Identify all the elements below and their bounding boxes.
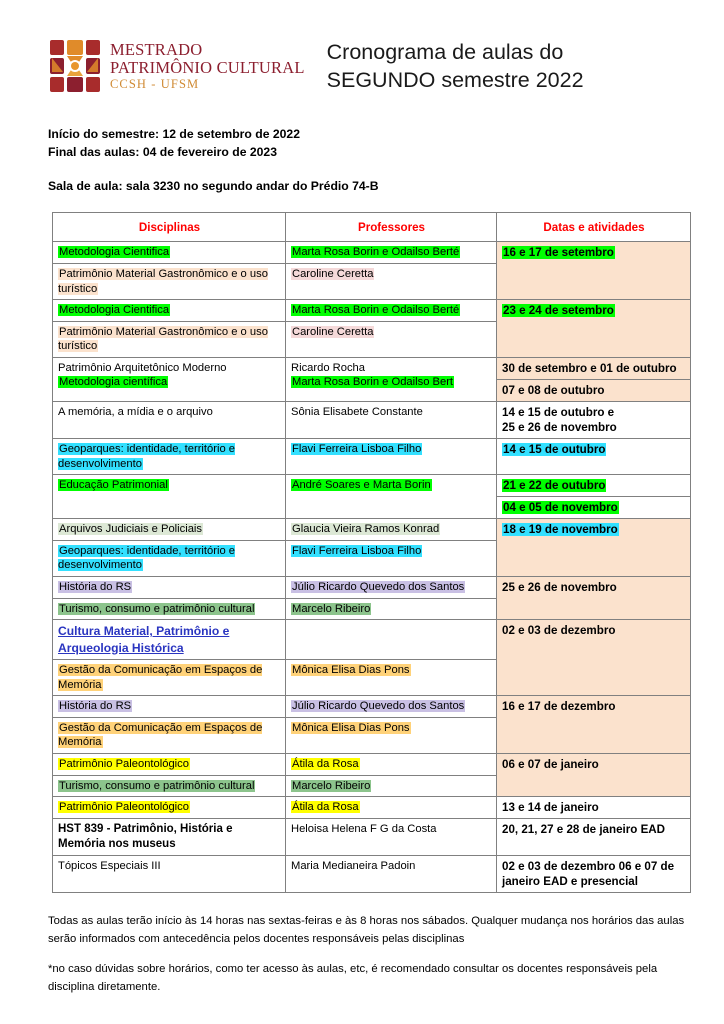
- highlighted-text: Átila da Rosa: [292, 758, 359, 771]
- cell-professors: [286, 300, 497, 322]
- date-text: 25 e 26 de novembro: [502, 420, 617, 434]
- highlighted-text: Arquivos Judiciais e Policiais: [59, 523, 203, 536]
- cell-date: [497, 475, 691, 497]
- cell-disciplines: [53, 754, 286, 776]
- cell-professors: [286, 519, 497, 541]
- cell-date: [497, 497, 691, 519]
- cell-professors: [286, 819, 497, 856]
- date-text: 02 e 03 de dezembro: [502, 624, 616, 638]
- cell-professors: [286, 263, 497, 299]
- cell-date: [497, 797, 691, 819]
- table-row: [53, 439, 691, 475]
- cell-date: [497, 754, 691, 797]
- document-header: [0, 0, 724, 95]
- classroom-info: Sala de aula: sala 3230 no segundo andar do Prédio 74-B: [48, 178, 379, 193]
- highlighted-text: Patrimônio Material Gastronômico e o uso turístico: [58, 267, 268, 295]
- intro-spacer: [48, 162, 724, 177]
- table-row: [53, 620, 691, 660]
- cell-disciplines: [53, 540, 286, 576]
- cell-disciplines: [53, 300, 286, 322]
- highlighted-text: André Soares e Marta Borin: [292, 479, 431, 492]
- col-header-professors: Professores: [286, 213, 497, 242]
- table-row: [53, 856, 691, 893]
- cell-professors: [286, 242, 497, 264]
- highlighted-text: Gestão da Comunicação em Espaços de Memória: [58, 664, 263, 691]
- cell-disciplines: [53, 401, 286, 438]
- cell-disciplines: [53, 620, 286, 660]
- footer-note-1: Todas as aulas terão início às 14 horas nas sextas-feiras e às 8 horas nos sábados. Qualquer mudança nos horários das aulas serão informados com antecedência pelos docentes responsáveis pelas disciplinas: [48, 915, 685, 945]
- cell-text: Maria Medianeira Padoin: [291, 860, 416, 873]
- cell-professors: [286, 401, 497, 438]
- cell-disciplines: [53, 696, 286, 718]
- cell-disciplines: [53, 717, 286, 753]
- cell-disciplines: [53, 576, 286, 598]
- cell-text: Sônia Elisabete Constante: [291, 405, 423, 418]
- highlighted-text: Mônica Elisa Dias Pons: [292, 664, 410, 677]
- cell-text: Heloisa Helena F G da Costa: [291, 823, 437, 836]
- highlighted-text: Geoparques: identidade, território e desenvolvimento: [58, 443, 236, 470]
- highlighted-text: Turismo, consumo e patrimônio cultural: [59, 779, 255, 792]
- cell-disciplines: [53, 321, 286, 357]
- highlighted-text: Flavi Ferreira Lisboa Filho: [292, 443, 422, 456]
- col-header-disciplines: Disciplinas: [53, 213, 286, 242]
- table-row: [53, 696, 691, 718]
- table-header-row: [53, 213, 691, 242]
- date-text: 13 e 14 de janeiro: [502, 801, 599, 815]
- highlighted-text: Patrimônio Paleontológico: [59, 758, 189, 771]
- col-header-dates: Datas e atividades: [497, 213, 691, 242]
- cell-text: Patrimônio Arquitetônico Moderno: [58, 361, 227, 374]
- date-text: 02 e 03 de dezembro 06 e 07 de janeiro EAD e presencial: [502, 860, 675, 889]
- cell-disciplines: [53, 819, 286, 856]
- footer-note-2: *no caso dúvidas sobre horários, como ter acesso às aulas, etc, é recomendado consultar os docentes responsáveis pela disciplina diretamente.: [48, 963, 658, 993]
- cell-text: Tópicos Especiais III: [58, 860, 161, 873]
- cell-professors: [286, 717, 497, 753]
- cell-disciplines: [53, 797, 286, 819]
- logo-line-3: CCSH - UFSM: [110, 77, 200, 92]
- highlighted-text: 16 e 17 de setembro: [503, 246, 614, 260]
- cell-disciplines: [53, 519, 286, 541]
- cell-date: [497, 357, 691, 379]
- table-row: [53, 519, 691, 541]
- table-row: [53, 754, 691, 776]
- cell-date: [497, 242, 691, 300]
- cell-date: [497, 856, 691, 893]
- cell-professors: [286, 856, 497, 893]
- highlighted-text: História do RS: [59, 700, 132, 713]
- highlighted-text: Marta Rosa Borin e Odailso Berté: [292, 246, 460, 259]
- highlighted-text: Turismo, consumo e patrimônio cultural: [59, 602, 255, 615]
- cell-professors: [286, 439, 497, 475]
- highlighted-text: História do RS: [59, 580, 132, 593]
- cell-date: [497, 620, 691, 696]
- cell-professors: [286, 475, 497, 519]
- highlighted-text: Geoparques: identidade, território e desenvolvimento: [58, 544, 236, 572]
- highlighted-text: 23 e 24 de setembro: [503, 304, 614, 318]
- cell-date: [497, 519, 691, 577]
- logo-line-2: PATRIMÔNIO CULTURAL: [110, 57, 305, 77]
- cell-professors: [286, 321, 497, 357]
- highlighted-text: 04 e 05 de novembro: [503, 501, 618, 515]
- cell-professors: [286, 540, 497, 576]
- schedule-table: [52, 212, 691, 893]
- schedule-table-body: [53, 242, 691, 893]
- date-text: 14 e 15 de outubro e: [502, 405, 615, 419]
- date-text: 30 de setembro e 01 de outubro: [502, 361, 677, 375]
- page-title-line-2: SEGUNDO semestre 2022: [326, 68, 584, 93]
- date-text: 07 e 08 de outubro: [502, 383, 605, 397]
- highlighted-text: Átila da Rosa: [292, 801, 359, 814]
- cell-disciplines: [53, 242, 286, 264]
- semester-info: [0, 95, 724, 196]
- cell-date: [497, 300, 691, 358]
- table-row: [53, 576, 691, 598]
- highlighted-text: Marcelo Ribeiro: [292, 602, 371, 615]
- cell-disciplines: [53, 775, 286, 797]
- highlighted-text: Marta Rosa Borin e Odailso Bert: [292, 376, 454, 389]
- table-row: [53, 797, 691, 819]
- footer-spacer: [48, 948, 694, 961]
- date-text: 06 e 07 de janeiro: [502, 758, 599, 772]
- highlighted-text: Júlio Ricardo Quevedo dos Santos: [292, 700, 465, 713]
- cell-professors: [286, 754, 497, 776]
- highlighted-text: Metodologia científica: [59, 376, 168, 389]
- cell-disciplines: [53, 660, 286, 696]
- highlighted-text: 18 e 19 de novembro: [503, 523, 618, 537]
- discipline-label: HST 839 - Patrimônio, História e Memória nos museus: [58, 823, 233, 851]
- footer-notes: [0, 893, 724, 996]
- date-text: 16 e 17 de dezembro: [502, 700, 616, 714]
- highlighted-text: Caroline Ceretta: [292, 325, 374, 338]
- table-row: [53, 401, 691, 438]
- schedule-table-head: [53, 213, 691, 242]
- cell-professors: [286, 797, 497, 819]
- cell-professors: [286, 357, 497, 401]
- cell-text: A memória, a mídia e o arquivo: [58, 405, 213, 418]
- highlighted-text: Caroline Ceretta: [292, 267, 374, 280]
- cell-professors: [286, 598, 497, 620]
- table-row: [53, 300, 691, 322]
- cell-disciplines: [53, 357, 286, 401]
- mosaic-emblem-icon: [48, 38, 102, 94]
- highlighted-text: Educação Patrimonial: [59, 479, 168, 492]
- semester-end: Final das aulas: 04 de fevereiro de 2023: [48, 145, 277, 160]
- highlighted-text: Flavi Ferreira Lisboa Filho: [292, 544, 422, 557]
- highlighted-text: Patrimônio Paleontológico: [59, 801, 189, 814]
- cell-professors: [286, 660, 497, 696]
- cell-date: [497, 401, 691, 438]
- cell-disciplines: [53, 598, 286, 620]
- highlighted-text: Patrimônio Material Gastronômico e o uso turístico: [58, 325, 268, 353]
- highlighted-text: Metodologia Cientifica: [59, 246, 170, 259]
- table-row: [53, 357, 691, 379]
- discipline-link[interactable]: Cultura Material, Patrimônio e Arqueologia Histórica: [58, 624, 230, 655]
- cell-date: [497, 439, 691, 475]
- cell-professors: [286, 696, 497, 718]
- table-row: [53, 819, 691, 856]
- cell-professors: [286, 620, 497, 660]
- highlighted-text: Marcelo Ribeiro: [292, 779, 371, 792]
- cell-date: [497, 576, 691, 619]
- program-logo: [48, 38, 305, 94]
- table-row: [53, 242, 691, 264]
- highlighted-text: Mônica Elisa Dias Pons: [292, 721, 410, 734]
- cell-date: [497, 696, 691, 754]
- date-text: 25 e 26 de novembro: [502, 580, 617, 594]
- highlighted-text: Júlio Ricardo Quevedo dos Santos: [292, 580, 465, 593]
- cell-professors: [286, 775, 497, 797]
- cell-text: Ricardo Rocha: [291, 361, 365, 374]
- cell-date: [497, 379, 691, 401]
- cell-disciplines: [53, 856, 286, 893]
- date-text: 20, 21, 27 e 28 de janeiro EAD: [502, 823, 666, 837]
- logo-line-1: MESTRADO: [110, 40, 203, 60]
- cell-disciplines: [53, 475, 286, 519]
- highlighted-text: Marta Rosa Borin e Odailso Berté: [292, 304, 460, 317]
- page-title-line-1: Cronograma de aulas do: [326, 40, 564, 64]
- highlighted-text: Glaucia Vieira Ramos Konrad: [292, 523, 440, 536]
- cell-disciplines: [53, 263, 286, 299]
- schedule-table-container: [0, 195, 724, 893]
- highlighted-text: Metodologia Cientifica: [59, 304, 170, 317]
- highlighted-text: 14 e 15 de outubro: [503, 443, 606, 457]
- page-title: [327, 38, 584, 95]
- logo-wordmark: [110, 42, 305, 91]
- cell-disciplines: [53, 439, 286, 475]
- cell-date: [497, 819, 691, 856]
- highlighted-text: Gestão da Comunicação em Espaços de Memória: [58, 721, 263, 749]
- semester-start: Início do semestre: 12 de setembro de 2022: [48, 126, 300, 141]
- table-row: [53, 475, 691, 497]
- cell-professors: [286, 576, 497, 598]
- highlighted-text: 21 e 22 de outubro: [503, 479, 606, 493]
